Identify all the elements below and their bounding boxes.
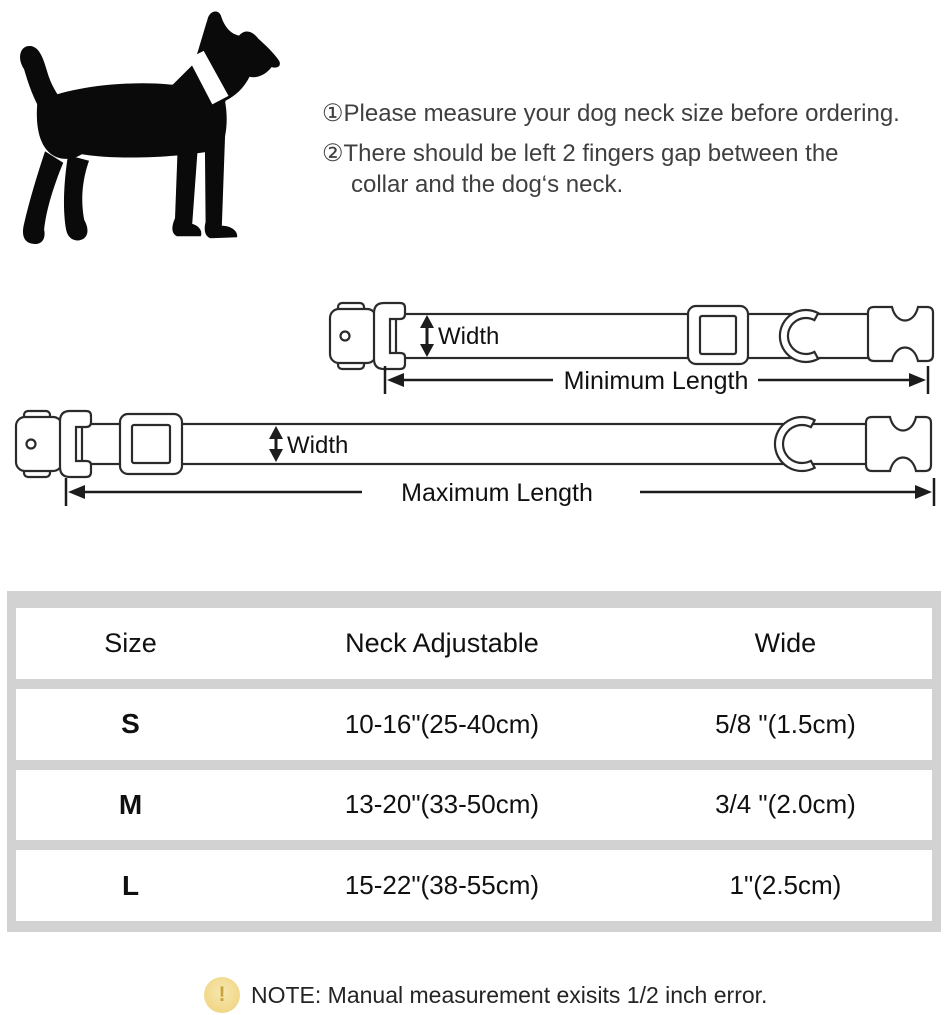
- table-row-m: [16, 770, 932, 841]
- table-header-row: [16, 608, 932, 679]
- instruction-line-1: ①Please measure your dog neck size before ordering.: [322, 100, 900, 127]
- slider-adjuster: [688, 306, 748, 364]
- buckle-female: [16, 411, 91, 477]
- instruction-line-2-cont: collar and the dog‘s neck.: [351, 171, 624, 198]
- col-header-size: Size: [104, 627, 157, 658]
- size-value: L: [121, 869, 140, 901]
- dog-hind-leg: [64, 155, 89, 240]
- dog-front-leg: [205, 117, 238, 238]
- size-value: M: [118, 788, 143, 820]
- col-header-neck: Neck Adjustable: [345, 627, 539, 658]
- collar-min-diagram: [330, 303, 933, 395]
- collar-max-diagram: [16, 411, 934, 507]
- collar-diagrams: [0, 290, 947, 520]
- buckle-male: [868, 307, 933, 361]
- dog-silhouette: [10, 6, 298, 264]
- max-length-label: Maximum Length: [401, 479, 593, 507]
- buckle-male: [866, 417, 931, 471]
- neck-value: 15-22"(38-55cm): [344, 870, 540, 901]
- table-row-s: [16, 689, 932, 760]
- min-length-label: Minimum Length: [563, 367, 749, 395]
- instruction-line-2: ②There should be left 2 fingers gap between the: [322, 140, 839, 167]
- wide-value: 3/4 "(2.0cm): [715, 789, 856, 820]
- buckle-female: [330, 303, 405, 369]
- instructions: [322, 98, 947, 200]
- size-value: S: [121, 708, 140, 740]
- col-header-wide: Wide: [754, 627, 817, 658]
- note-text: NOTE: Manual measurement exisits 1/2 inch error.: [251, 981, 768, 1008]
- size-chart-table: [7, 591, 941, 932]
- collar-strap: [82, 424, 868, 464]
- neck-value: 13-20"(33-50cm): [344, 789, 540, 820]
- neck-value: 10-16"(25-40cm): [344, 708, 540, 739]
- width-label-min: Width: [438, 323, 500, 350]
- measurement-note: [204, 977, 767, 1013]
- wide-value: 5/8 "(1.5cm): [715, 708, 856, 739]
- exclamation-icon: !: [204, 977, 240, 1013]
- wide-value: 1"(2.5cm): [729, 870, 842, 901]
- dog-hind-leg: [23, 151, 63, 244]
- table-row-l: [16, 850, 932, 921]
- slider-adjuster: [120, 414, 182, 474]
- width-label-max: Width: [287, 432, 349, 459]
